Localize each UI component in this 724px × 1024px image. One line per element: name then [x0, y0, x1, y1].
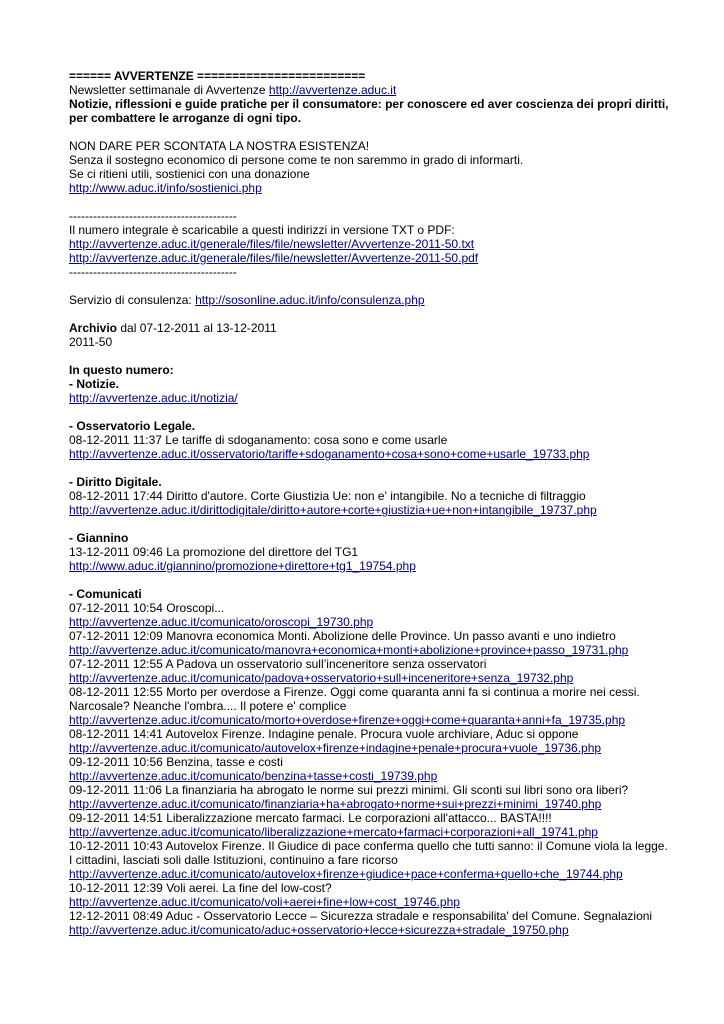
support-heading: NON DARE PER SCONTATA LA NOSTRA ESISTENZA!: [69, 139, 370, 153]
newsletter-tagline: Notizie, riflessioni e guide pratiche per il consumatore: per conoscere ed aver coscienza dei propri diritti, per combattere le arroganze di ogni tipo.: [69, 97, 669, 125]
consulenza-link[interactable]: http://sosonline.aduc.it/info/consulenza.php: [195, 293, 425, 307]
article-link[interactable]: http://avvertenze.aduc.it/notizia/: [69, 391, 238, 405]
article-title: 08-12-2011 11:37 Le tariffe di sdoganamento: cosa sono e come usarle: [69, 433, 448, 447]
article-link[interactable]: http://avvertenze.aduc.it/comunicato/morto+overdose+firenze+oggi+come+quaranta+anni+fa_19735.php: [69, 713, 626, 727]
newsletter-title: ====== AVVERTENZE ========================: [69, 69, 366, 83]
article-title: 07-12-2011 12:09 Manovra economica Monti. Abolizione delle Province. Un passo avanti e uno indietro: [69, 629, 616, 643]
article-link[interactable]: http://avvertenze.aduc.it/comunicato/finanziaria+ha+abrogato+norme+sui+prezzi+minimi_19740.php: [69, 797, 602, 811]
issue-sections: [69, 377, 669, 937]
issue-heading: In questo numero:: [69, 363, 174, 377]
article-title: 08-12-2011 14:41 Autovelox Firenze. Indagine penale. Procura vuole archiviare, Aduc si oppone: [69, 727, 579, 741]
article-title: 09-12-2011 14:51 Liberalizzazione mercato farmaci. Le corporazioni all'attacco... BASTA!!!!: [69, 811, 552, 825]
archive-label: Archivio: [69, 321, 118, 335]
newsletter-document: [69, 69, 669, 937]
issue-number: 2011-50: [69, 335, 113, 349]
download-text: Il numero integrale è scaricabile a questi indirizzi in versione TXT o PDF:: [69, 223, 455, 237]
support-text-2: Se ci ritieni utili, sostienici con una donazione: [69, 167, 310, 181]
newsletter-subtitle-text: Newsletter settimanale di Avvertenze: [69, 83, 266, 97]
article-link[interactable]: http://avvertenze.aduc.it/comunicato/oroscopi_19730.php: [69, 615, 374, 629]
download-txt-link[interactable]: http://avvertenze.aduc.it/generale/files/file/newsletter/Avvertenze-2011-50.txt: [69, 237, 475, 251]
article-link[interactable]: http://avvertenze.aduc.it/dirittodigitale/diritto+autore+corte+giustizia+ue+non+intangibile_19737.php: [69, 503, 597, 517]
article-link[interactable]: http://avvertenze.aduc.it/comunicato/autovelox+firenze+giudice+pace+conferma+quello+che_19744.php: [69, 867, 623, 881]
article-title: 07-12-2011 10:54 Oroscopi...: [69, 601, 225, 615]
section-title: - Giannino: [69, 531, 129, 545]
consulenza-line: [69, 293, 669, 307]
article-link[interactable]: http://avvertenze.aduc.it/comunicato/autovelox+firenze+indagine+penale+procura+vuole_19736.php: [69, 741, 602, 755]
article-title: 07-12-2011 12:55 A Padova un osservatorio sull’inceneritore senza osservatori: [69, 657, 487, 671]
archive-line: [69, 321, 669, 335]
archive-range: dal 07-12-2011 al 13-12-2011: [120, 321, 277, 335]
article-link[interactable]: http://avvertenze.aduc.it/comunicato/manovra+economica+monti+abolizione+province+passo_19731.php: [69, 643, 629, 657]
article-link[interactable]: http://avvertenze.aduc.it/comunicato/benzina+tasse+costi_19739.php: [69, 769, 438, 783]
avvertenze-home-link[interactable]: http://avvertenze.aduc.it: [268, 83, 397, 97]
article-link[interactable]: http://avvertenze.aduc.it/comunicato/aduc+osservatorio+lecce+sicurezza+stradale_19750.php: [69, 923, 569, 937]
section-title: - Diritto Digitale.: [69, 475, 162, 489]
donation-link[interactable]: http://www.aduc.it/info/sostienici.php: [69, 181, 262, 195]
separator-top: ------------------------------------------: [69, 209, 237, 223]
article-title: 13-12-2011 09:46 La promozione del direttore del TG1: [69, 545, 359, 559]
article-link[interactable]: http://avvertenze.aduc.it/comunicato/voli+aerei+fine+low+cost_19746.php: [69, 895, 460, 909]
article-title: 08-12-2011 17:44 Diritto d'autore. Corte Giustizia Ue: non e' intangibile. No a tecniche di filtraggio: [69, 489, 586, 503]
article-title: 08-12-2011 12:55 Morto per overdose a Firenze. Oggi come quaranta anni fa si continua a morire nei cessi. Narcosale? Neanche l'ombra.... Il potere e' complice: [69, 685, 640, 713]
separator-bottom: ------------------------------------------: [69, 265, 237, 279]
article-title: 09-12-2011 11:06 La finanziaria ha abrogato le norme sui prezzi minimi. Gli sconti sui libri sono ora liberi?: [69, 783, 629, 797]
article-title: 10-12-2011 12:39 Voli aerei. La fine del low-cost?: [69, 881, 332, 895]
support-text-1: Senza il sostegno economico di persone come te non saremmo in grado di informarti.: [69, 153, 524, 167]
download-pdf-link[interactable]: http://avvertenze.aduc.it/generale/files/file/newsletter/Avvertenze-2011-50.pdf: [69, 251, 479, 265]
article-title: 10-12-2011 10:43 Autovelox Firenze. Il Giudice di pace conferma quello che tutti sanno: il Comune viola la legge. I cittadini, lasciati soli dalle Istituzioni, continuino a fare ricorso: [69, 839, 668, 867]
section-title: - Osservatorio Legale.: [69, 419, 196, 433]
article-link[interactable]: http://www.aduc.it/giannino/promozione+direttore+tg1_19754.php: [69, 559, 416, 573]
consulenza-label: Servizio di consulenza:: [69, 293, 192, 307]
section-title: - Comunicati: [69, 587, 142, 601]
article-title: 12-12-2011 08:49 Aduc - Osservatorio Lecce – Sicurezza stradale e responsabilita' del Comune. Segnalazioni: [69, 909, 653, 923]
article-link[interactable]: http://avvertenze.aduc.it/osservatorio/tariffe+sdoganamento+cosa+sono+come+usarle_19733.php: [69, 447, 590, 461]
article-link[interactable]: http://avvertenze.aduc.it/comunicato/liberalizzazione+mercato+farmaci+corporazioni+all_19741.php: [69, 825, 598, 839]
section-title: - Notizie.: [69, 377, 119, 391]
article-link[interactable]: http://avvertenze.aduc.it/comunicato/padova+osservatorio+sull+inceneritore+senza_19732.php: [69, 671, 574, 685]
article-title: 09-12-2011 10:56 Benzina, tasse e costi: [69, 755, 283, 769]
newsletter-subtitle: [69, 83, 669, 97]
